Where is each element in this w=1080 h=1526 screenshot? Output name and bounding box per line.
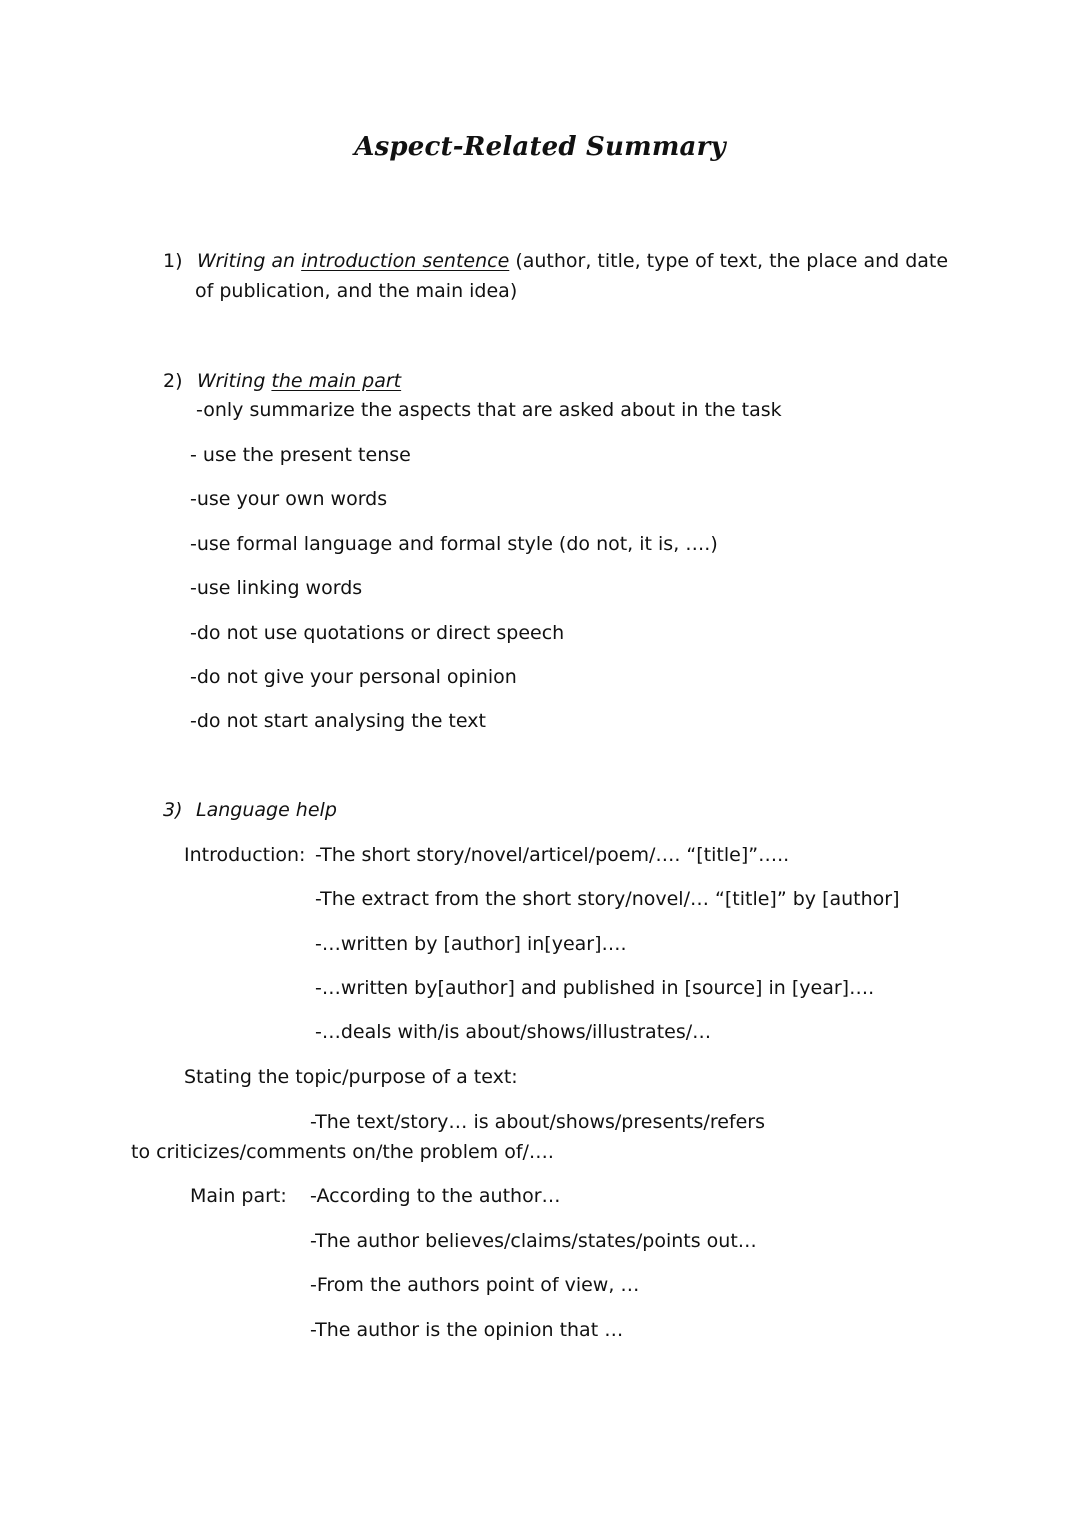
main-part-item: -The author believes/claims/states/points out… — [310, 1230, 757, 1252]
main-part-item: -The author is the opinion that … — [310, 1319, 624, 1341]
list-item: -use formal language and formal style (do not, it is, ….) — [190, 533, 718, 555]
section-2-number: 2) — [163, 370, 183, 392]
introduction-item: -…written by[author] and published in [source] in [year]…. — [315, 977, 875, 999]
introduction-label: Introduction: — [184, 844, 306, 866]
main-part-item: -According to the author… — [310, 1185, 561, 1207]
section-3-number: 3) — [163, 799, 183, 821]
section-3-heading: Language help — [196, 799, 337, 821]
introduction-item: -…written by [author] in[year]…. — [315, 933, 627, 955]
topic-line: -The text/story… is about/shows/presents/refers — [310, 1111, 765, 1133]
list-item: -do not use quotations or direct speech — [190, 622, 565, 644]
introduction-item: -The extract from the short story/novel/… “[title]” by [author] — [315, 888, 900, 910]
section-2-heading-prefix: Writing — [197, 370, 272, 392]
section-1-heading-underlined: introduction sentence — [301, 250, 510, 272]
list-item: - use the present tense — [190, 444, 411, 466]
section-1-number: 1) — [163, 250, 183, 272]
list-item: -only summarize the aspects that are asked about in the task — [196, 399, 782, 421]
section-1-heading-rest: (author, title, type of text, the place and date — [509, 250, 949, 272]
section-1-heading-line2: of publication, and the main idea) — [195, 280, 518, 302]
introduction-item: -The short story/novel/articel/poem/…. “[title]”….. — [315, 844, 790, 866]
main-part-label: Main part: — [190, 1185, 287, 1207]
page-title: Aspect-Related Summary — [354, 132, 726, 162]
introduction-item: -…deals with/is about/shows/illustrates/… — [315, 1021, 712, 1043]
section-1-heading-prefix: Writing an — [197, 250, 302, 272]
list-item: -do not start analysing the text — [190, 710, 486, 732]
main-part-item: -From the authors point of view, … — [310, 1274, 640, 1296]
list-item: -use linking words — [190, 577, 363, 599]
list-item: -do not give your personal opinion — [190, 666, 517, 688]
topic-line: to criticizes/comments on/the problem of/…. — [131, 1141, 554, 1163]
list-item: -use your own words — [190, 488, 388, 510]
section-2-heading-underlined: the main part — [271, 370, 402, 392]
topic-label: Stating the topic/purpose of a text: — [184, 1066, 518, 1088]
section-2-heading — [197, 369, 401, 393]
section-1-heading — [197, 249, 948, 273]
